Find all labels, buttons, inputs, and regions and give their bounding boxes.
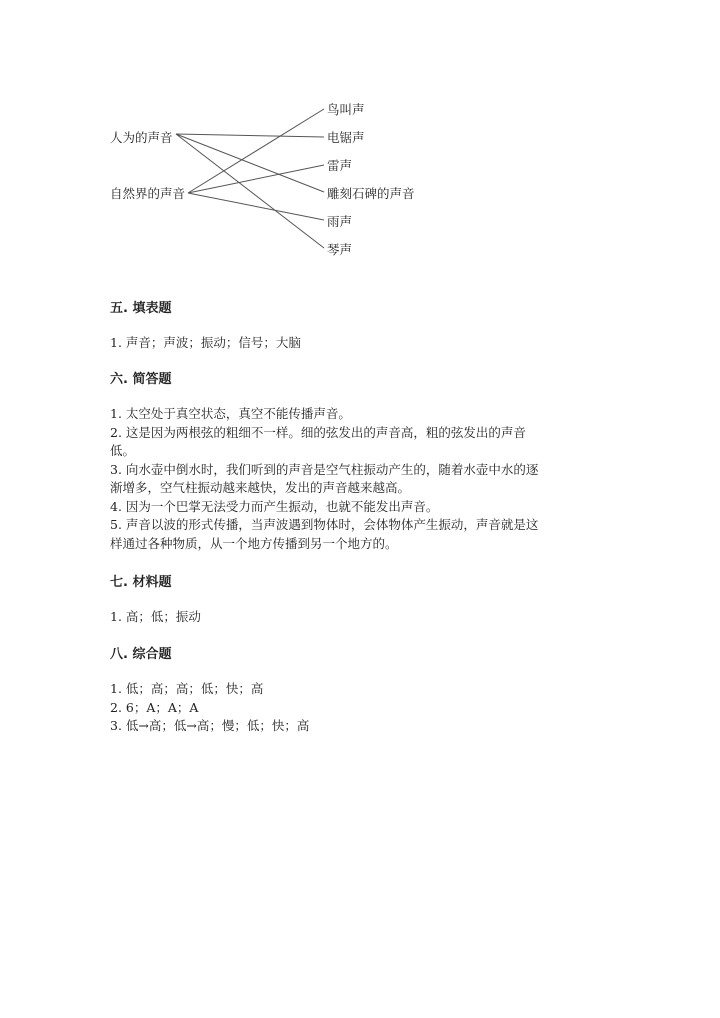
- answer-list: [110, 608, 610, 627]
- right-item-carving: 雕刻石碑的声音: [327, 186, 415, 201]
- answer-line: 2. 这是因为两根弦的粗细不一样。细的弦发出的声音高，粗的弦发出的声音: [110, 424, 526, 440]
- answer-list: [110, 680, 610, 736]
- right-item-bird: 鸟叫声: [327, 102, 365, 117]
- right-item-thunder: 雷声: [327, 158, 353, 173]
- section-fill-table: [110, 299, 610, 353]
- link-nature-thunder: [188, 165, 324, 193]
- answer-line: 低。: [110, 443, 136, 458]
- matching-diagram: [0, 0, 720, 270]
- right-item-saw: 电锯声: [327, 130, 365, 145]
- left-item-natural-sound: 自然界的声音: [110, 186, 186, 201]
- answer-line: 3. 低→高；低→高；慢；低；快；高: [110, 718, 310, 733]
- right-item-rain: 雨声: [327, 214, 353, 229]
- left-item-human-sound: 人为的声音: [110, 130, 173, 145]
- answer-line: 5. 声音以波的形式传播，当声波遇到物体时，会体物体产生振动，声音就是这: [110, 517, 539, 532]
- answer-line: 1. 太空处于真空状态，真空不能传播声音。: [110, 406, 351, 421]
- answer-line: 1. 高；低；振动: [110, 609, 201, 624]
- answer-line: 1. 低；高；高；低；快；高: [110, 681, 264, 696]
- answer-line: 4. 因为一个巴掌无法受力而产生振动，也就不能发出声音。: [110, 498, 439, 514]
- link-nature-rain: [188, 193, 324, 220]
- link-nature-bird: [188, 109, 324, 193]
- answer-list: [110, 334, 610, 353]
- right-item-piano: 琴声: [327, 242, 353, 257]
- answer-list: [110, 405, 610, 553]
- answer-line: 1. 声音；声波；振动；信号；大脑: [110, 335, 301, 350]
- link-human-saw: [176, 134, 324, 137]
- section-heading: 七. 材料题: [110, 575, 172, 590]
- section-heading: 六. 简答题: [110, 372, 172, 387]
- section-comprehensive: [110, 645, 610, 736]
- section-material: [110, 573, 610, 627]
- answer-line: 2. 6；A；A；A: [110, 699, 199, 715]
- answer-line: 样通过各种物质，从一个地方传播到另一个地方的。: [110, 535, 398, 551]
- answer-line: 渐增多，空气柱振动越来越快，发出的声音越来越高。: [110, 480, 411, 495]
- section-heading: 五. 填表题: [110, 301, 172, 316]
- section-heading: 八. 综合题: [110, 647, 172, 662]
- link-human-carving: [176, 134, 324, 192]
- section-short-answer: [110, 370, 610, 553]
- answer-line: 3. 向水壶中倒水时，我们听到的声音是空气柱振动产生的，随着水壶中水的逐: [110, 461, 539, 477]
